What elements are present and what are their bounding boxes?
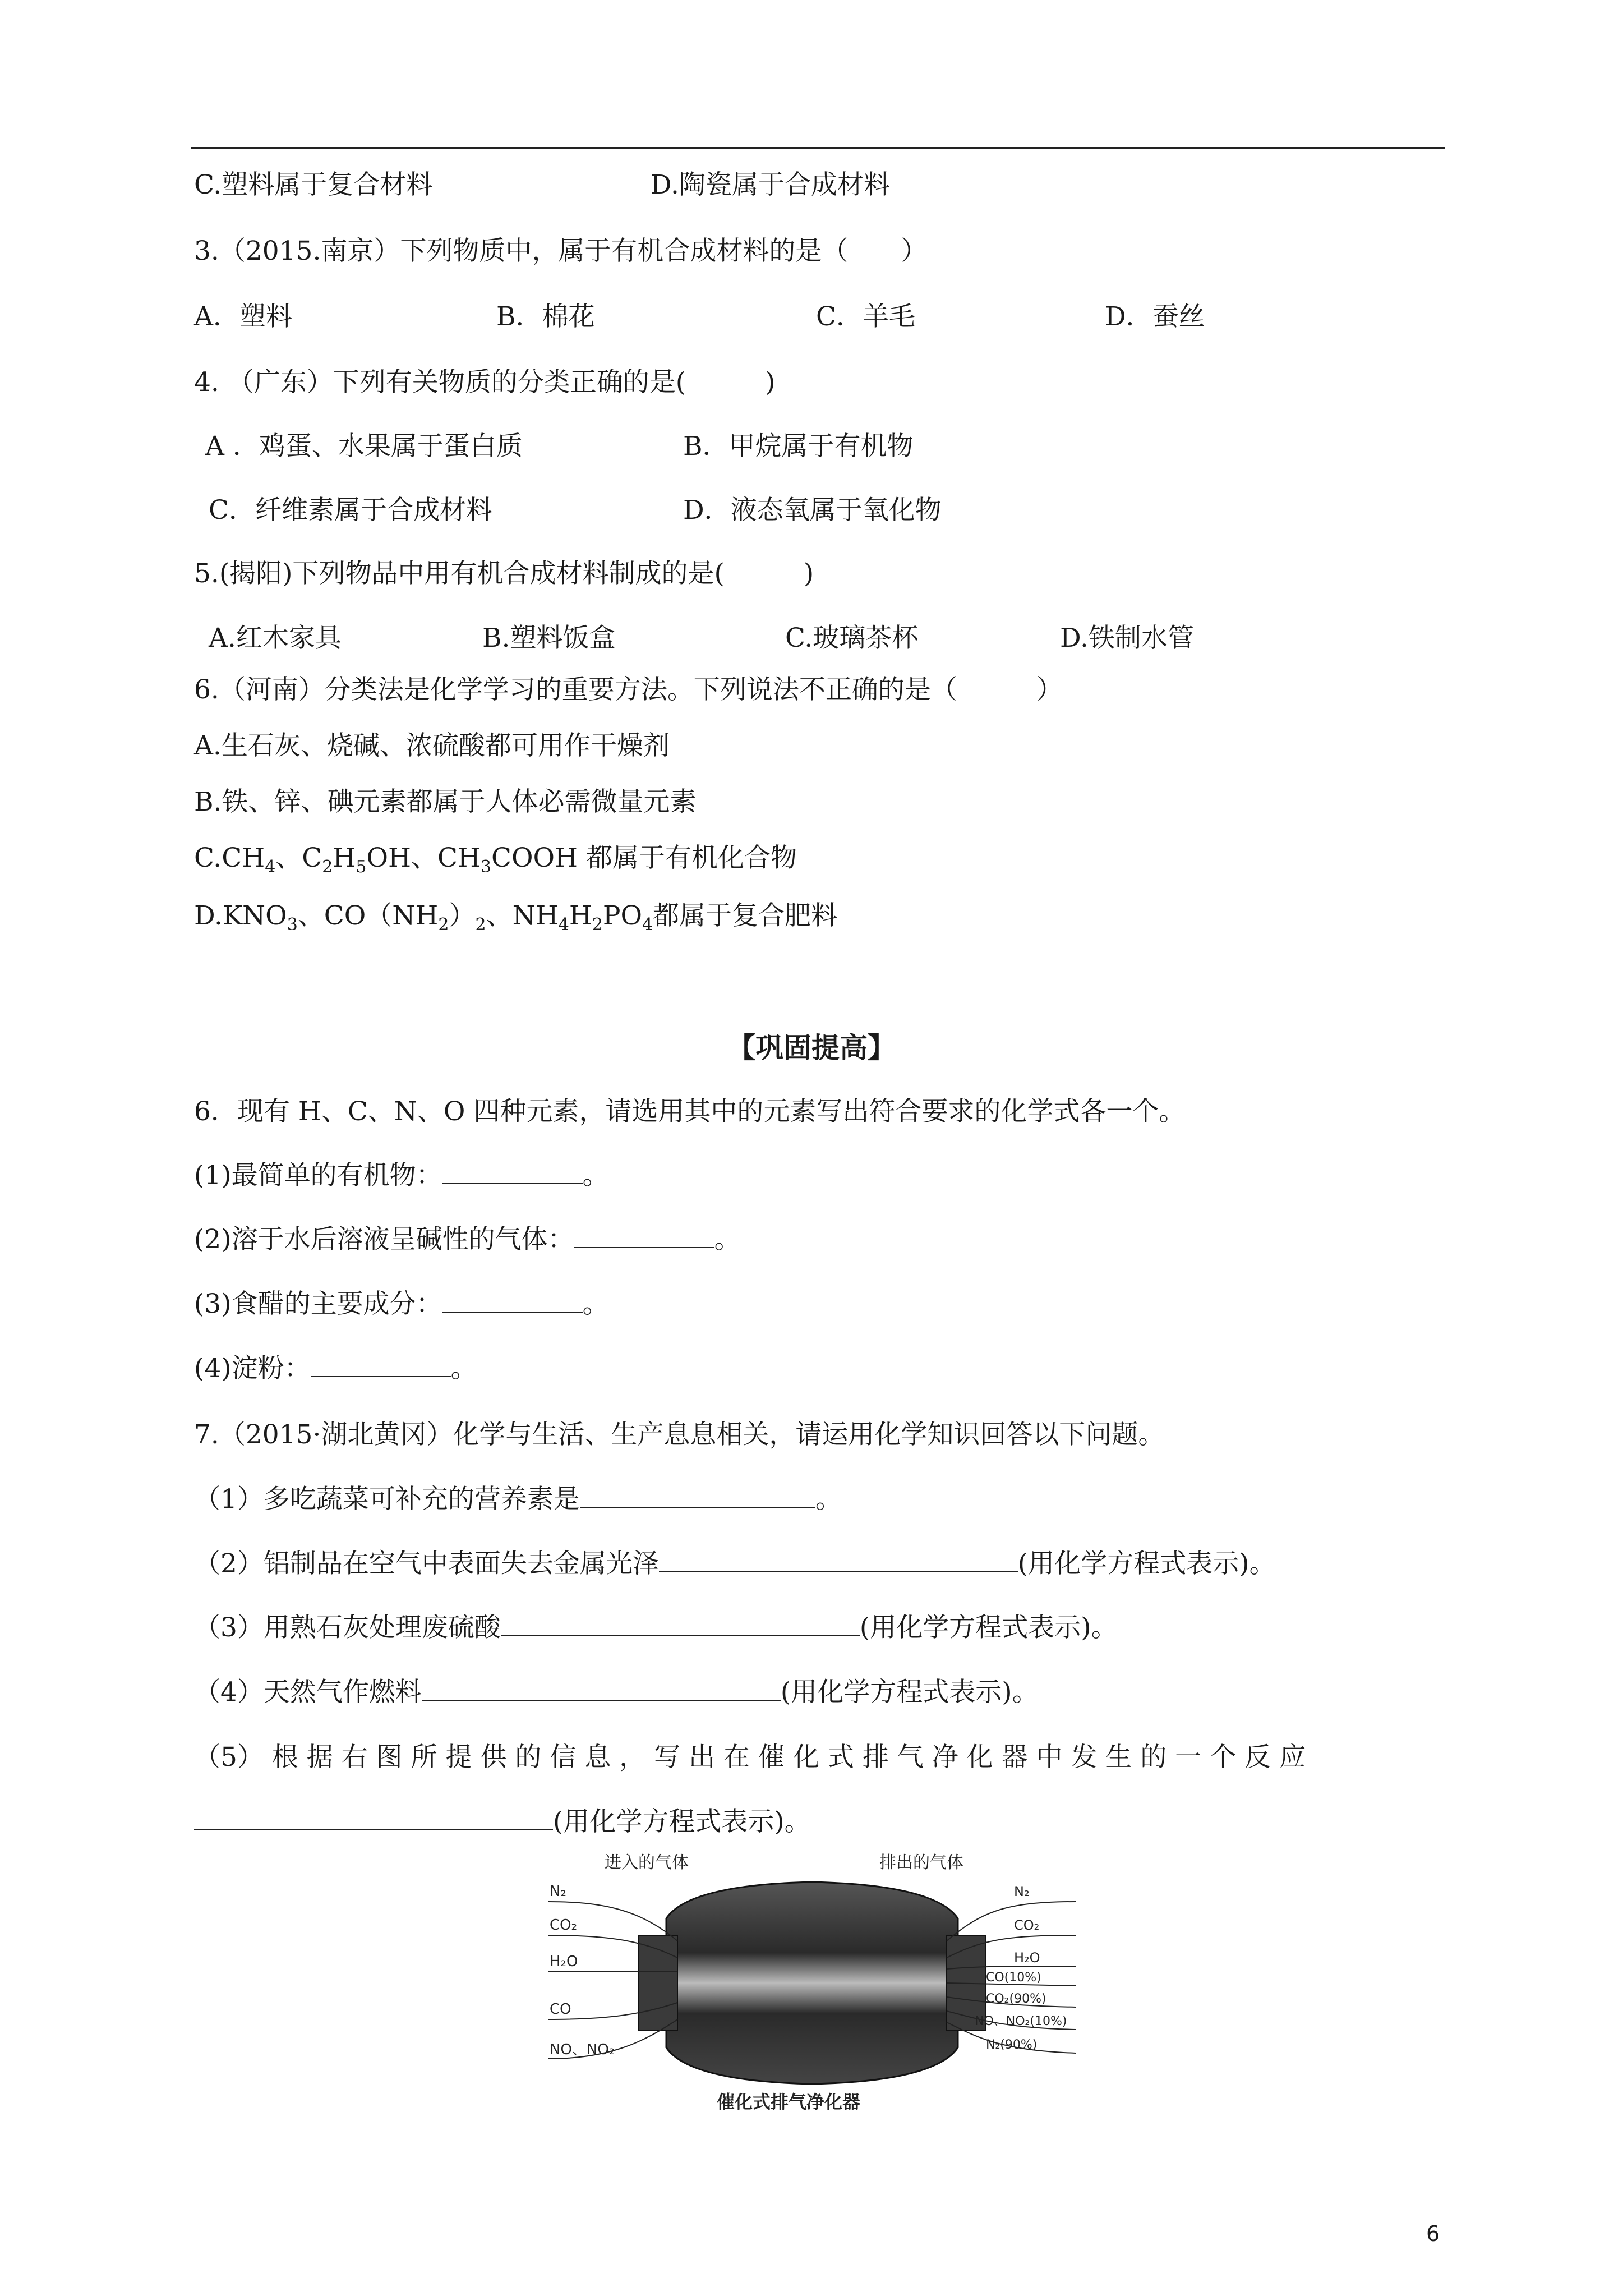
q3-option-c: C．羊毛	[816, 301, 915, 332]
page-number: 6	[1426, 2221, 1440, 2246]
answer-blank[interactable]	[422, 1677, 781, 1701]
q5-option-b: B.塑料饭盒	[482, 623, 616, 654]
figure-in-label: NO、NO₂	[550, 2041, 615, 2058]
top-option-c: C.塑料属于复合材料	[194, 169, 433, 200]
figure-out-label: CO₂	[1014, 1917, 1040, 1933]
converter-body	[666, 1882, 958, 2084]
section-heading: 【巩固提高】	[727, 1031, 896, 1064]
q7-part-2: （2）铝制品在空气中表面失去金属光泽 (用化学方程式表示)。	[194, 1548, 1276, 1579]
q5-option-a: A.红木家具	[209, 623, 342, 654]
figure-out-title: 排出的气体	[879, 1853, 963, 1872]
q7-stem: 7.（2015·湖北黄冈）化学与生活、生产息息相关，请运用化学知识回答以下问题。	[194, 1419, 1165, 1450]
figure-in-label: H₂O	[550, 1953, 578, 1970]
q6a-option-a: A.生石灰、烧碱、浓硫酸都可用作干燥剂	[194, 730, 670, 761]
figure-out-label: NO、NO₂(10%)	[975, 2014, 1067, 2028]
q6b-part-2: (2)溶于水后溶液呈碱性的气体： 。	[194, 1224, 741, 1255]
top-option-d: D.陶瓷属于合成材料	[651, 169, 890, 200]
q6b-part-3: (3)食醋的主要成分： 。	[194, 1289, 609, 1319]
q4-option-a: A ．鸡蛋、水果属于蛋白质	[205, 431, 523, 462]
q3-option-b: B．棉花	[496, 301, 595, 332]
figure-in-label: N₂	[550, 1883, 566, 1900]
q3-option-a: A．塑料	[194, 301, 292, 332]
header-rule	[191, 147, 1445, 149]
answer-blank[interactable]	[574, 1225, 714, 1248]
figure-out-label: N₂	[1014, 1884, 1030, 1899]
q5-option-c: C.玻璃茶杯	[785, 623, 919, 654]
q3-option-d: D．蚕丝	[1105, 301, 1205, 332]
q6a-option-c: $C.CH_4$、$C_2H_5OH$、$CH_3COOH$ 都属于有机化合物	[194, 843, 797, 877]
answer-blank[interactable]	[580, 1484, 815, 1508]
q4-option-b: B．甲烷属于有机物	[683, 431, 914, 462]
q6b-part-4: (4)淀粉： 。	[194, 1353, 477, 1384]
q5-option-d: D.铁制水管	[1060, 623, 1194, 654]
catalytic-converter-figure	[543, 1851, 1081, 2115]
q4-option-c: C．纤维素属于合成材料	[209, 495, 492, 526]
q6a-option-b: B.铁、锌、碘元素都属于人体必需微量元素	[194, 786, 697, 817]
q7-part-5-answer: (用化学方程式表示)。	[194, 1805, 811, 1839]
figure-caption: 催化式排气净化器	[717, 2091, 861, 2113]
q6b-stem: 6．现有 H、C、N、O 四种元素，请选用其中的元素写出符合要求的化学式各一个。	[194, 1096, 1186, 1127]
figure-out-label: CO(10%)	[986, 1971, 1041, 1985]
figure-in-label: CO	[550, 2001, 571, 2018]
q5-stem: 5.(揭阳)下列物品中用有机合成材料制成的是( )	[194, 558, 814, 589]
figure-out-label: H₂O	[1014, 1950, 1040, 1966]
figure-out-label: N₂(90%)	[986, 2038, 1038, 2052]
q7-part-4: （4）天然气作燃料 (用化学方程式表示)。	[194, 1677, 1039, 1708]
answer-blank[interactable]	[194, 1807, 553, 1830]
q6b-part-1: (1)最简单的有机物： 。	[194, 1160, 609, 1191]
answer-blank[interactable]	[311, 1354, 451, 1377]
figure-in-label: CO₂	[550, 1917, 578, 1934]
figure-out-label: CO₂(90%)	[986, 1992, 1046, 2006]
q7-part-5: （5） 根 据 右 图 所 提 供 的 信 息 ， 写 出 在 催 化 式 排 气 净 化 器 中 发 生 的 一 个 反 应	[194, 1742, 1306, 1773]
q7-part-1: （1）多吃蔬菜可补充的营养素是 。	[194, 1484, 842, 1515]
q3-stem: 3.（2015.南京）下列物质中，属于有机合成材料的是（ ）	[194, 236, 928, 266]
figure-in-title: 进入的气体	[605, 1853, 689, 1872]
q7-part-3: （3）用熟石灰处理废硫酸 (用化学方程式表示)。	[194, 1612, 1118, 1643]
answer-blank[interactable]	[501, 1613, 860, 1636]
answer-blank[interactable]	[442, 1161, 583, 1184]
answer-blank[interactable]	[659, 1549, 1018, 1572]
q6a-option-d: $D.KNO_3$、$CO(NH_2)_2$、$NH_4H_2PO_4$都属于复合肥料	[194, 900, 838, 935]
answer-blank[interactable]	[442, 1289, 583, 1313]
q4-option-d: D．液态氧属于氧化物	[683, 495, 942, 526]
q6a-stem: 6.（河南）分类法是化学学习的重要方法。下列说法不正确的是（ ）	[194, 674, 1063, 705]
q4-stem: 4. （广东）下列有关物质的分类正确的是( )	[194, 367, 776, 398]
